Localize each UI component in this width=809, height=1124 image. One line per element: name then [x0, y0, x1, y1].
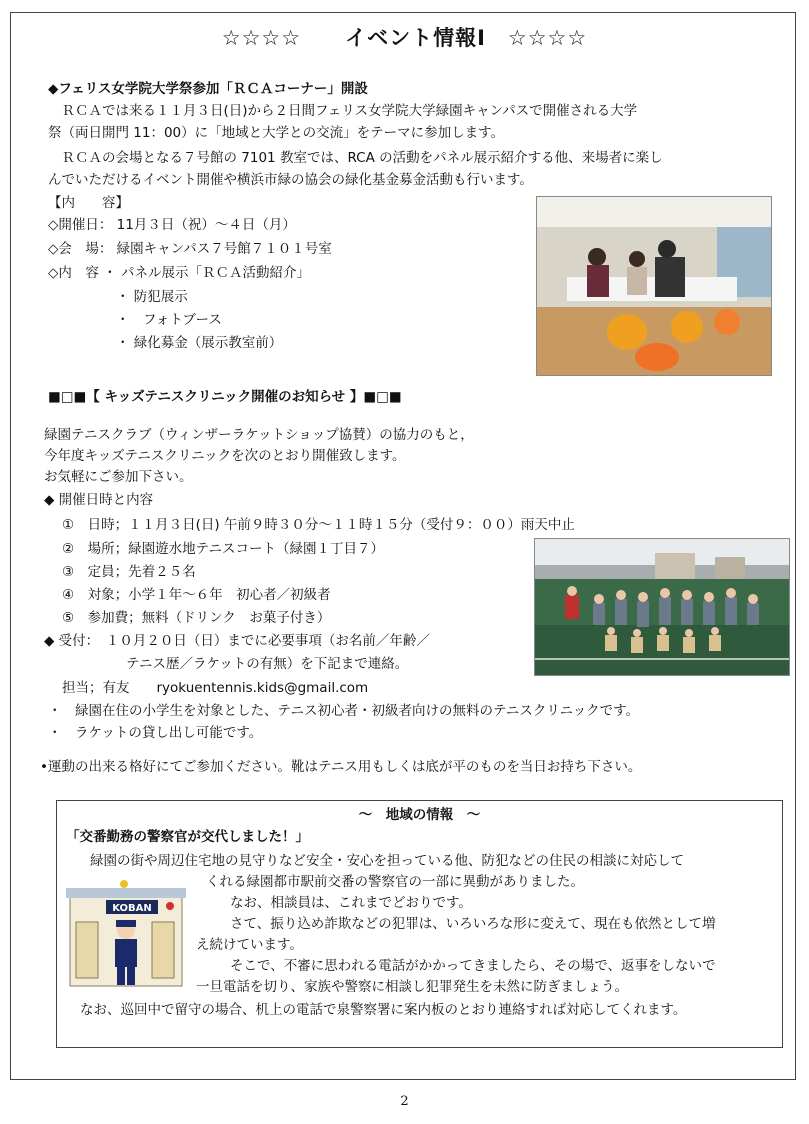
region-text-line: そこで、不審に思われる電話がかかってきましたら、その場で、返事をしないで: [230, 958, 716, 974]
rca-item: ・ 緑化募金（展示教室前）: [116, 335, 283, 351]
kids-intro-line: 今年度キッズテニスクリニックを次のとおり開催致します。: [44, 448, 406, 464]
kids-detail-place: ② 場所；緑園遊水地テニスコート（緑園１丁目７）: [62, 541, 385, 557]
rca-heading: ◆フェリス女学院大学祭参加「ＲＣＡコーナー」開設: [48, 81, 368, 97]
kids-intro-line: お気軽にご参加下さい。: [44, 469, 193, 485]
region-heading: ～ 地域の情報 ～: [358, 807, 481, 823]
rca-paragraph-1-line-2: 祭（両日開門 11：00）に「地域と大学との交流」をテーマに参加します。: [48, 125, 505, 141]
kids-detail-fee: ⑤ 参加費；無料（ドリンク お菓子付き）: [62, 610, 331, 626]
tennis-group-photo: [534, 538, 790, 676]
region-text-line: なお、相談員は、これまでどおりです。: [230, 895, 472, 911]
rca-content: ◇内 容 ・ パネル展示「ＲＣＡ活動紹介」: [48, 265, 310, 281]
rca-venue: ◇会 場： 緑園キャンパス７号館７１０１号室: [48, 241, 332, 257]
rca-date: ◇開催日： 11月３日（祝）～４日（月）: [48, 217, 296, 233]
rca-item: ・ フォトブース: [116, 312, 222, 328]
kids-schedule-header: ◆ 開催日時と内容: [44, 492, 154, 508]
rca-content-header: 【内 容】: [48, 195, 129, 211]
rca-item: ・ 防犯展示: [116, 289, 188, 305]
kids-detail-date: ① 日時；１１月３日(日) 午前９時３０分～１１時１５分（受付９：００）雨天中止: [62, 517, 575, 533]
region-text-line: なお、巡回中で留守の場合、机上の電話で泉警察署に案内板のとおり連絡すれば対応してくれます。: [80, 1002, 687, 1018]
koban-illustration: [66, 878, 186, 988]
region-text-line: くれる緑園都市駅前交番の警察官の一部に異動がありました。: [206, 874, 584, 890]
rca-paragraph-2-line-1: ＲＣＡの会場となる７号館の 7101 教室では、RCA の活動をパネル展示紹介する他、来場者に楽し: [48, 150, 663, 166]
kids-dress-note: •運動の出来る格好にてご参加ください。靴はテニス用もしくは底が平のものを当日お持ち下さい。: [40, 759, 642, 775]
kids-heading: ■□■【 キッズテニスクリニック開催のお知らせ 】■□■: [48, 389, 402, 405]
region-text-line: 緑園の街や周辺住宅地の見守りなど安全・安心を担っている他、防犯などの住民の相談に対応して: [90, 853, 684, 869]
kids-reception-line-2: テニス歴／ラケットの有無）を下記まで連絡。: [126, 656, 409, 672]
rca-corner-photo: [536, 196, 772, 376]
rca-paragraph-1-line-1: ＲＣＡでは来る１１月３日(日)から２日間フェリス女学院大学緑園キャンパスで開催される大学: [48, 103, 638, 119]
region-subheading: 「交番勤務の警察官が交代しました！」: [66, 829, 309, 845]
kids-note: ・ 緑園在住の小学生を対象とした、テニス初心者・初級者向けの無料のテニスクリニックです。: [48, 703, 640, 719]
region-text-line: え続けています。: [196, 937, 303, 953]
kids-detail-target: ④ 対象；小学１年～６年 初心者／初級者: [62, 587, 331, 603]
kids-reception-line-1: ◆ 受付： １０月２０日（日）までに必要事項（お名前／年齢／: [44, 633, 430, 649]
page-number: 2: [400, 1094, 409, 1109]
kids-note: ・ ラケットの貸し出し可能です。: [48, 725, 263, 741]
kids-intro-line: 緑園テニスクラブ（ウィンザーラケットショップ協賛）の協力のもと，: [44, 427, 474, 443]
region-text-line: 一旦電話を切り、家族や警察に相談し犯罪発生を未然に防ぎましょう。: [196, 979, 628, 995]
rca-paragraph-2-line-2: んでいただけるイベント開催や横浜市緑の協会の緑化基金募金活動も行います。: [48, 172, 533, 188]
kids-detail-capacity: ③ 定員；先着２５名: [62, 564, 196, 580]
koban-sign: KOBAN: [112, 903, 152, 914]
kids-contact: 担当；有友 ryokuentennis.kids@gmail.com: [62, 680, 369, 696]
page-title: ☆☆☆☆ イベント情報Ⅰ ☆☆☆☆: [221, 26, 588, 50]
region-text-line: さて、振り込め詐欺などの犯罪は、いろいろな形に変えて、現在も依然として増: [230, 916, 716, 932]
